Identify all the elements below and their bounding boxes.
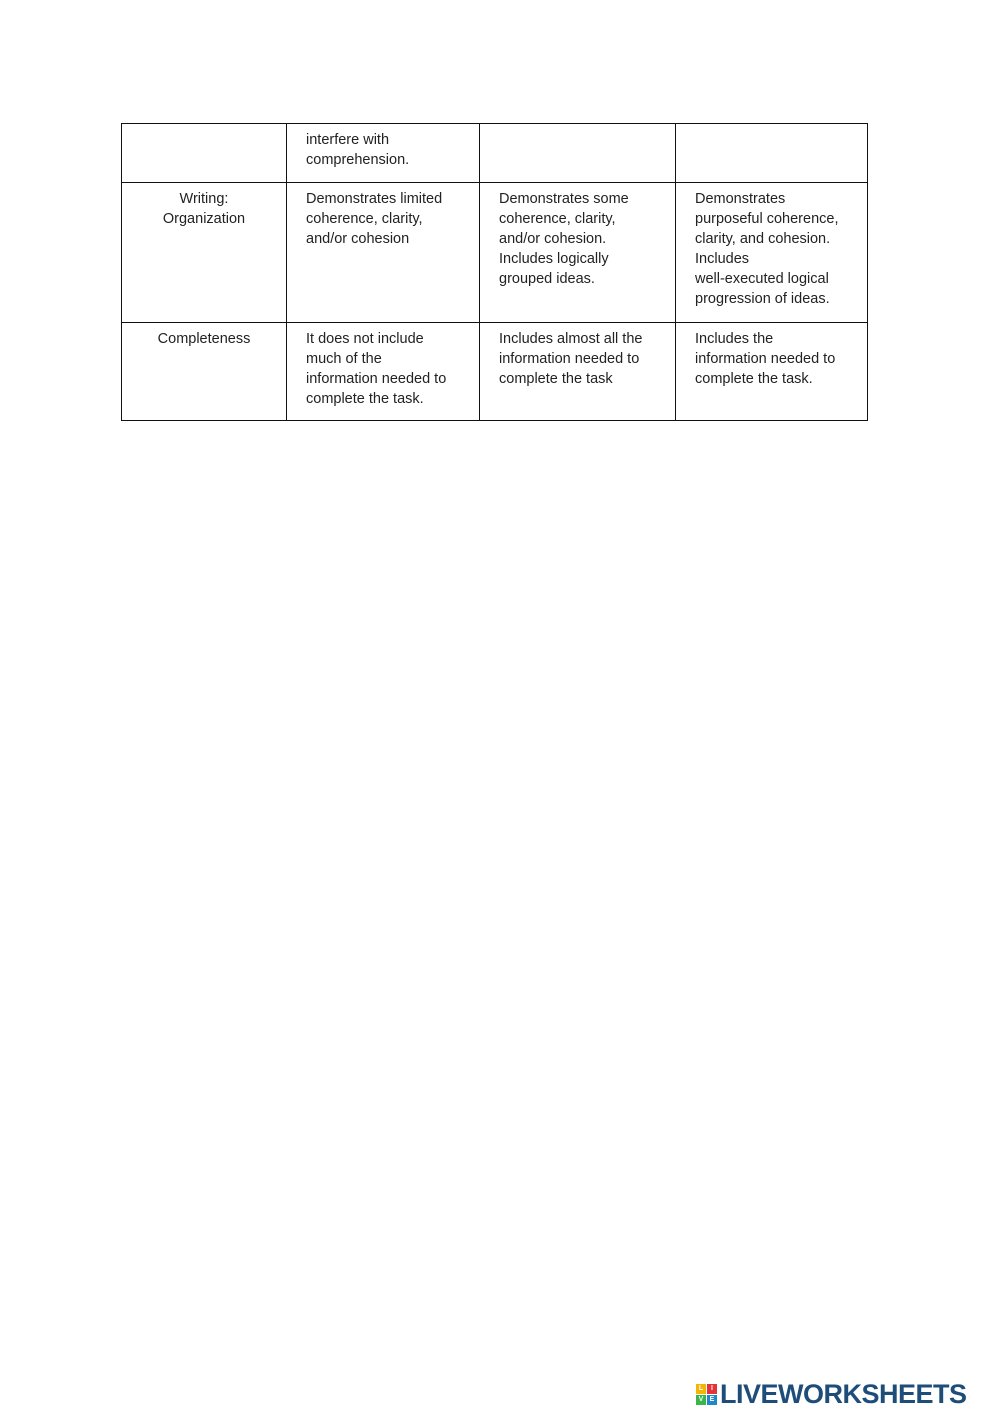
descriptor-cell-level-1: It does not include much of the information needed to complete the task.: [287, 323, 480, 421]
descriptor-cell-level-1: interfere with comprehension.: [287, 124, 480, 183]
logo-square: I: [707, 1384, 717, 1394]
criterion-cell: Completeness: [122, 323, 287, 421]
criterion-cell: [122, 124, 287, 183]
logo-square: L: [696, 1384, 706, 1394]
table-row: [122, 124, 868, 183]
logo-square: V: [696, 1395, 706, 1405]
logo-text: LIVEWORKSHEETS: [720, 1378, 967, 1409]
table-row: [122, 323, 868, 421]
logo-square: E: [707, 1395, 717, 1405]
descriptor-cell-level-3: Demonstrates purposeful coherence, clarity, and cohesion. Includes well-executed logical progression of ideas.: [676, 183, 868, 323]
descriptor-cell-level-1: Demonstrates limited coherence, clarity, and/or cohesion: [287, 183, 480, 323]
descriptor-cell-level-2: [480, 124, 676, 183]
liveworksheets-logo: [696, 1379, 967, 1409]
criterion-cell: Writing: Organization: [122, 183, 287, 323]
rubric-table: [121, 123, 868, 421]
descriptor-cell-level-3: [676, 124, 868, 183]
descriptor-cell-level-2: Includes almost all the information needed to complete the task: [480, 323, 676, 421]
logo-mark-icon: [696, 1384, 717, 1405]
table-row: [122, 183, 868, 323]
descriptor-cell-level-3: Includes the information needed to complete the task.: [676, 323, 868, 421]
descriptor-cell-level-2: Demonstrates some coherence, clarity, and/or cohesion. Includes logically grouped ideas.: [480, 183, 676, 323]
